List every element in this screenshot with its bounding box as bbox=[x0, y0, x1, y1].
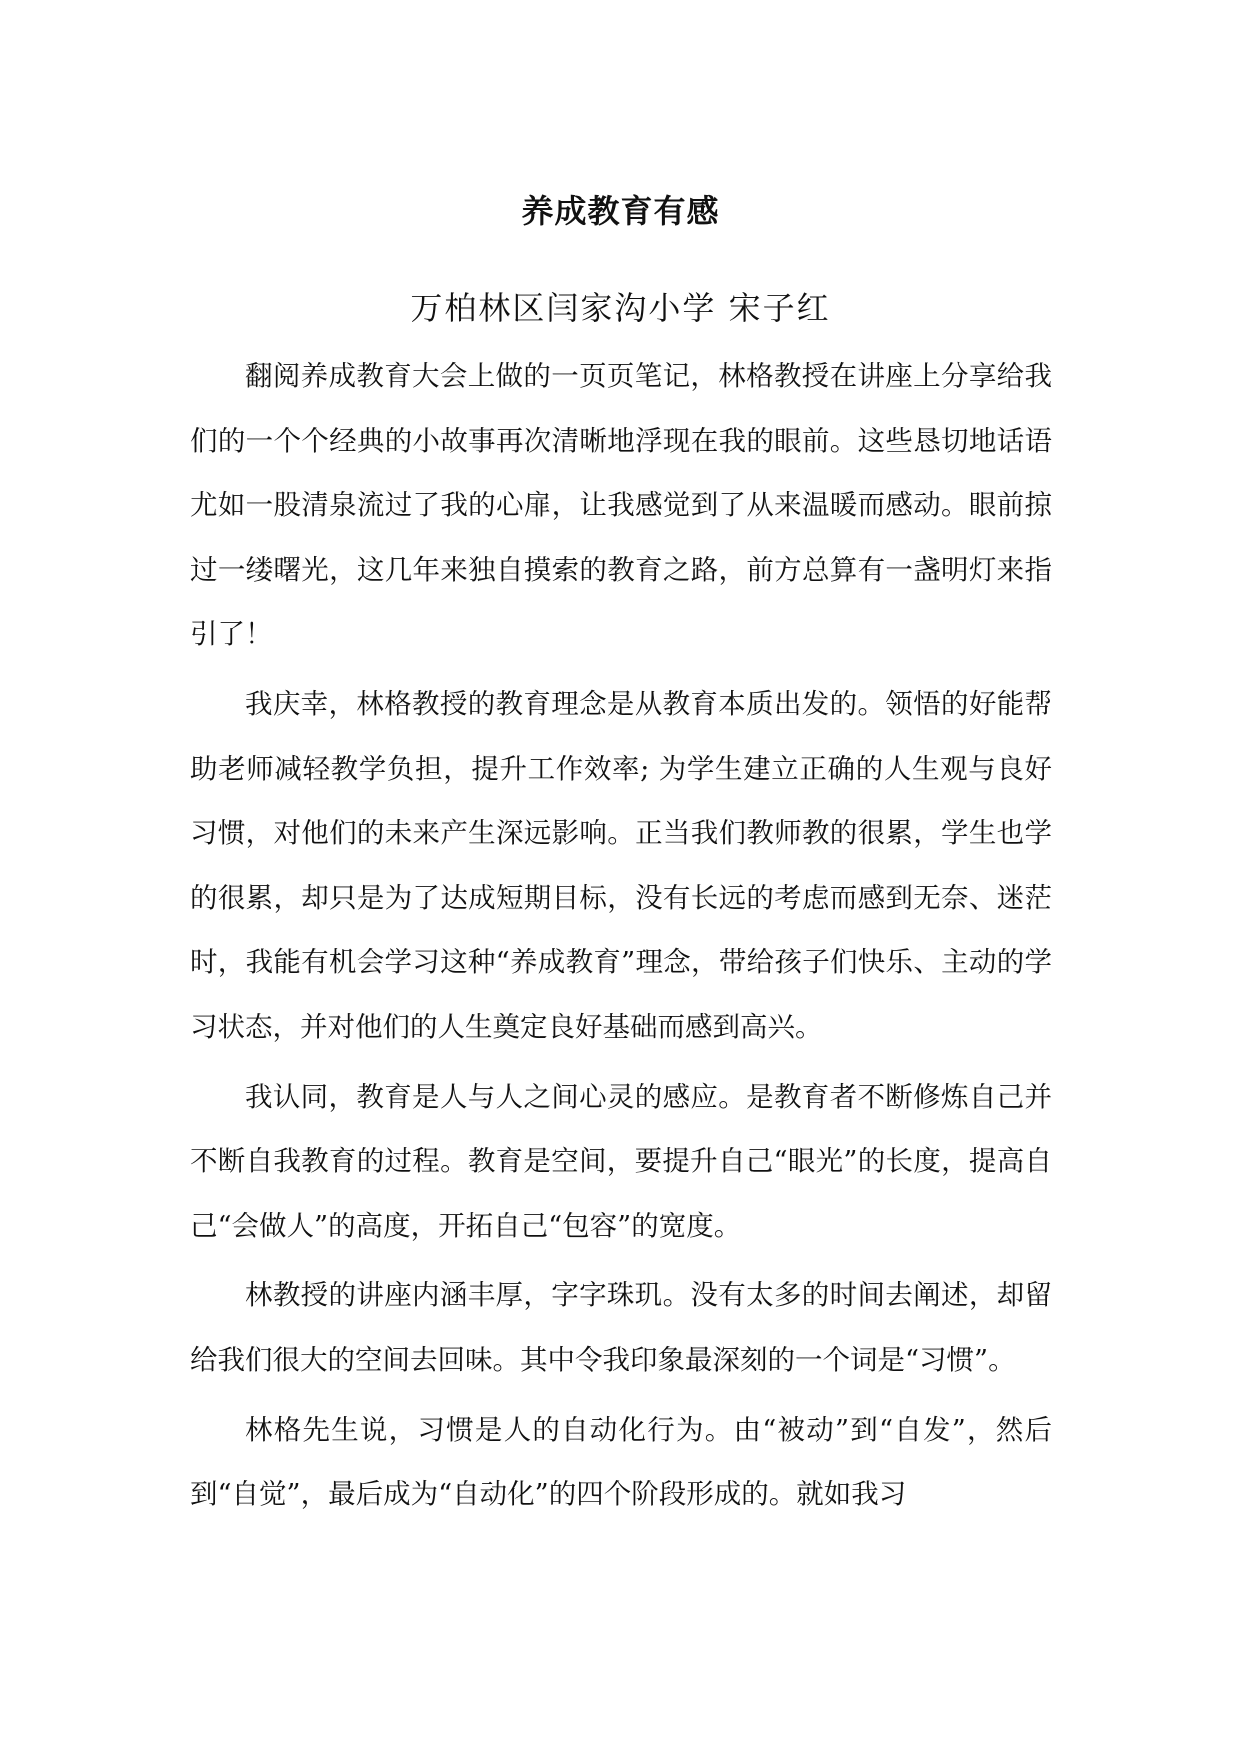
author-byline: 万柏林区闫家沟小学 宋子红 bbox=[410, 289, 831, 327]
paragraph: 我认同，教育是人与人之间心灵的感应。是教育者不断修炼自己并不断自我教育的过程。教育是空间，要提升自己“眼光”的长度，提高自己“会做人”的高度，开拓自己“包容”的宽度。 bbox=[190, 1080, 1052, 1242]
paragraph: 翻阅养成教育大会上做的一页页笔记，林格教授在讲座上分享给我们的一个个经典的小故事再次清晰地浮现在我的眼前。这些恳切地话语尤如一股清泉流过了我的心扉，让我感觉到了从来温暖而感动。眼前掠过一缕曙光，这几年来独自摸索的教育之路，前方总算有一盏明灯来指引了！ bbox=[190, 360, 1052, 651]
paragraph: 林教授的讲座内涵丰厚，字字珠玑。没有太多的时间去阐述，却留给我们很大的空间去回味。其中令我印象最深刻的一个词是“习惯”。 bbox=[190, 1279, 1052, 1376]
paragraph: 林格先生说，习惯是人的自动化行为。由“被动”到“自发”，然后到“自觉”，最后成为“自动化”的四个阶段形成的。就如我习 bbox=[190, 1413, 1052, 1511]
paragraph: 我庆幸，林格教授的教育理念是从教育本质出发的。领悟的好能帮助老师减轻教学负担，提升工作效率; 为学生建立正确的人生观与良好习惯，对他们的未来产生深远影响。正当我们教师教的很累，学生也学的很累，却只是为了达成短期目标，没有长远的考虑而感到无奈、迷茫时，我能有机会学习这种“养成教育”理念，带给孩子们快乐、主动的学习状态，并对他们的人生奠定良好基础而感到高兴。 bbox=[190, 687, 1052, 1043]
document-title: 养成教育有感 bbox=[521, 192, 720, 230]
document-body bbox=[190, 344, 1052, 1532]
